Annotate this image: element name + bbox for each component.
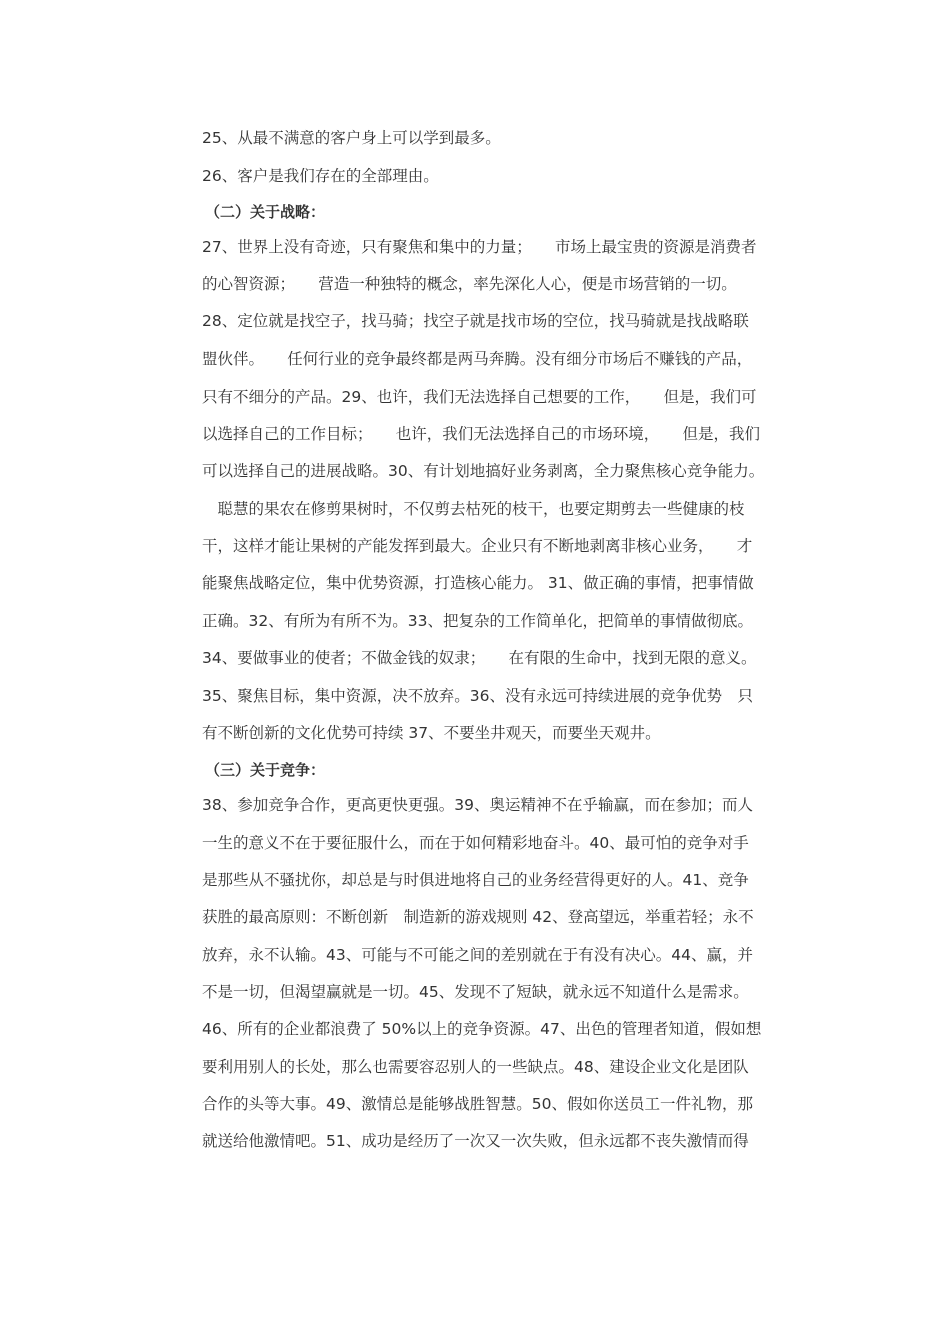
text-line: 25、从最不满意的客户身上可以学到最多。 <box>202 129 501 147</box>
text-line: 是那些从不骚扰你，却总是与时俱进地将自己的业务经营得更好的人。41、竞争 <box>202 871 749 889</box>
text-line: 26、客户是我们存在的全部理由。 <box>202 167 439 185</box>
text-line: 就送给他激情吧。51、成功是经历了一次又一次失败，但永远都不丧失激情而得 <box>202 1132 749 1150</box>
text-line: 35、聚焦目标，集中资源，决不放弃。36、没有永远可持续进展的竞争优势 只 <box>202 687 753 705</box>
text-line: 放弃，永不认输。43、可能与不可能之间的差别就在于有没有决心。44、赢，并 <box>202 946 753 964</box>
text-line: 盟伙伴。 任何行业的竞争最终都是两马奔腾。没有细分市场后不赚钱的产品， <box>202 350 753 368</box>
text-line: 一生的意义不在于要征服什么，而在于如何精彩地奋斗。40、最可怕的竞争对手 <box>202 834 749 852</box>
text-line: 34、要做事业的使者；不做金钱的奴隶； 在有限的生命中，找到无限的意义。 <box>202 649 757 667</box>
text-line: 27、世界上没有奇迹，只有聚焦和集中的力量； 市场上最宝贵的资源是消费者 <box>202 238 757 256</box>
text-line: 要利用别人的长处，那么也需要容忍别人的一些缺点。48、建设企业文化是团队 <box>202 1058 749 1076</box>
text-line: 有不断创新的文化优势可持续 37、不要坐井观天，而要坐天观井。 <box>202 724 661 742</box>
section-heading-strategy: （二）关于战略： <box>205 203 326 221</box>
text-line: 干，这样才能让果树的产能发挥到最大。企业只有不断地剥离非核心业务， 才 <box>202 537 753 555</box>
text-line: 不是一切，但渴望赢就是一切。45、发现不了短缺，就永远不知道什么是需求。 <box>202 983 749 1001</box>
text-line: 28、定位就是找空子，找马骑；找空子就是找市场的空位，找马骑就是找战略联 <box>202 312 749 330</box>
text-line: 46、所有的企业都浪费了 50%以上的竞争资源。47、出色的管理者知道，假如想 <box>202 1020 762 1038</box>
text-line: 正确。32、有所为有所不为。33、把复杂的工作简单化，把简单的事情做彻底。 <box>202 612 753 630</box>
text-line: 只有不细分的产品。29、也许，我们无法选择自己想要的工作， 但是，我们可 <box>202 388 757 406</box>
text-line: 的心智资源； 营造一种独特的概念，率先深化人心，便是市场营销的一切。 <box>202 275 737 293</box>
text-line: 38、参加竞争合作，更高更快更强。39、奥运精神不在乎输赢，而在参加；而人 <box>202 796 753 814</box>
text-line: 聪慧的果农在修剪果树时，不仅剪去枯死的枝干，也要定期剪去一些健康的枝 <box>202 500 745 518</box>
text-line: 能聚焦战略定位，集中优势资源，打造核心能力。 31、做正确的事情，把事情做 <box>202 574 754 592</box>
text-line: 合作的头等大事。49、激情总是能够战胜智慧。50、假如你送员工一件礼物，那 <box>202 1095 753 1113</box>
text-line: 获胜的最高原则：不断创新 制造新的游戏规则 42、登高望远，举重若轻；永不 <box>202 908 754 926</box>
section-heading-competition: （三）关于竞争： <box>205 761 326 779</box>
text-line: 以选择自己的工作目标； 也许，我们无法选择自己的市场环境， 但是，我们 <box>202 425 761 443</box>
text-line: 可以选择自己的进展战略。30、有计划地搞好业务剥离，全力聚焦核心竞争能力。 <box>202 462 765 480</box>
